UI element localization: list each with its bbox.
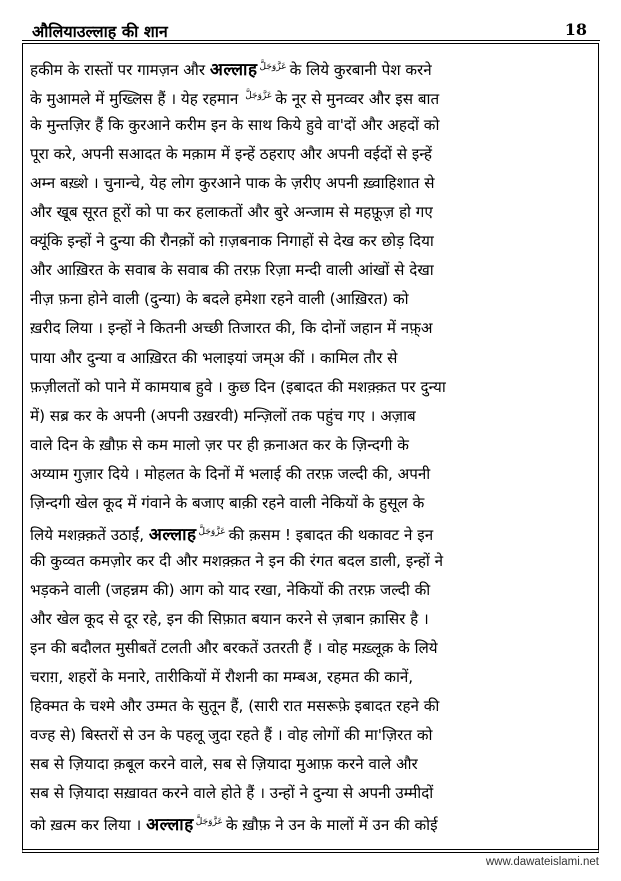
text-line: [30, 53, 593, 82]
line-text: को ख़त्म कर लिया ।: [30, 816, 142, 835]
text-frame: [22, 43, 599, 853]
allah-word: अल्लाह: [148, 524, 197, 545]
text-line: [30, 140, 593, 169]
line-text: और खूब सूरत हूरों को पा कर हलाकतों और बुरे अन्जाम से महफ़ूज़ हो गए: [30, 203, 433, 222]
line-text: और खेल कूद से दूर रहे, इन की सिफ़ात बयान करने से ज़बान क़ासिर है ।: [30, 609, 429, 628]
line-text: हिक्मत के चश्मे और उम्मत के सुतून हैं, (सारी रात मसरूफ़े इबादत रहने की: [30, 697, 440, 716]
line-text: के नूर से मुनव्वर और इस बात: [275, 90, 440, 109]
line-text: और आख़िरत के सवाब के सवाब की तरफ़ रिज़ा मन्दी वाली आंखों से देखा: [30, 261, 434, 280]
text-line: [30, 344, 593, 373]
line-text: के मुन्तज़िर हैं कि कुरआने करीम इन के साथ किये हुवे वा'दों और अहदों को: [30, 116, 440, 135]
line-text: की कुव्वत कमज़ोर कर दी और मशक़्क़त ने इन की रंगत बदल डाली, इन्हों ने: [30, 551, 444, 570]
line-text: सब से ज़ियादा सख़ावत करने वाले होते हैं । उन्हों ने दुन्या से अपनी उम्मीदों: [30, 784, 434, 803]
text-line: [30, 750, 593, 779]
line-text: क्यूंकि इन्हों ने दुन्या की रौनक़ों को ग़ज़बनाक निगाहों से देख कर छोड़ दिया: [30, 232, 434, 251]
line-text: में) सब्र कर के अपनी (अपनी उख़रवी) मन्ज़िलों तक पहुंच गए । अज़ाब: [30, 406, 416, 425]
line-text: भड़कने वाली (जहन्नम की) आग को याद रखा, नेकियों की तरफ़ जल्दी की: [30, 580, 431, 599]
website-footer[interactable]: www.dawateislami.net: [485, 856, 599, 868]
text-line: [30, 489, 593, 518]
text-line: [30, 431, 593, 460]
text-line: [30, 634, 593, 663]
line-text: के मुआमले में मुख्लिस हैं । येह रहमान: [30, 90, 239, 109]
text-line: [30, 779, 593, 808]
text-line: [30, 547, 593, 576]
text-line: [30, 256, 593, 285]
text-line: [30, 692, 593, 721]
line-text: के ख़ौफ़ ने उन के मालों में उन की कोई: [225, 816, 438, 835]
line-text: अय्याम गुज़ार दिये । मोहलत के दिनों में भलाई की तरफ़ जल्दी की, अपनी: [30, 464, 431, 483]
text-line: [30, 373, 593, 402]
text-line: [30, 314, 593, 343]
line-text: वाले दिन के ख़ौफ़ से कम मालो ज़र पर ही क़नाअत कर के ज़िन्दगी के: [30, 435, 409, 454]
book-title: औलियाउल्लाह की शान: [32, 22, 168, 41]
honorific: عَزَّوَجَلَّ: [259, 62, 287, 72]
line-text: पूरा करे, अपनी सआदत के मक़ाम में इन्हें ठहराए और अपनी वईदों से इन्हें: [30, 145, 432, 164]
line-text: हकीम के रास्तों पर गामज़न और: [30, 61, 206, 79]
text-line: [30, 111, 593, 140]
line-text: नीज़ फ़ना होने वाली (दुन्या) के बदले हमेशा रहने वाली (आख़िरत) को: [30, 290, 409, 309]
page-number: 18: [564, 20, 587, 39]
text-line: [30, 402, 593, 431]
text-line: [30, 82, 593, 111]
line-text: वज्ह से) बिस्तरों से उन के पहलू जुदा रहते हैं । वोह लोगों की मा'ज़िरत को: [30, 726, 433, 745]
honorific: عَزَّوَجَلَّ: [245, 91, 273, 102]
line-text: फ़ज़ीलतों को पाने में कामयाब हुवे । कुछ दिन (इबादत की मशक़्क़त पर दुन्या: [30, 377, 446, 396]
line-text: के लिये कुरबानी पेश करने: [289, 61, 432, 79]
text-line: [30, 460, 593, 489]
text-line: [30, 285, 593, 314]
honorific: عَزَّوَجَلَّ: [198, 526, 226, 537]
text-line: [30, 518, 593, 547]
text-line: [30, 227, 593, 256]
text-line: [30, 808, 593, 837]
line-text: चराग़, शहरों के मनारे, तारीकियों में रौशनी का मम्बअ, रहमत की कानें,: [30, 668, 414, 687]
text-line: [30, 663, 593, 692]
text-line: [30, 605, 593, 634]
text-line: [30, 198, 593, 227]
line-text: की क़सम ! इबादत की थकावट ने इन: [228, 525, 434, 544]
text-line: [30, 169, 593, 198]
honorific: عَزَّوَجَلَّ: [195, 817, 223, 828]
line-text: अम्न बख़्शे । चुनान्चे, येह लोग कुरआने पाक के ज़रीए अपनी ख़्वाहिशात से: [30, 174, 435, 193]
line-text: सब से ज़ियादा क़बूल करने वाले, सब से ज़ियादा मुआफ़ करने वाले और: [30, 755, 418, 774]
text-line: [30, 721, 593, 750]
line-text: लिये मशक़्क़तें उठाईं,: [30, 525, 145, 544]
text-line: [30, 576, 593, 605]
line-text: ख़रीद लिया । इन्हों ने कितनी अच्छी तिजारत की, कि दोनों जहान में नफ़्अ: [30, 319, 433, 338]
line-text: पाया और दुन्या व आख़िरत की भलाइयां जम्अ कीं । कामिल तौर से: [30, 348, 398, 367]
line-text: इन की बदौलत मुसीबतें टलती और बरकतें उतरती हैं । वोह मख़्लूक़ के लिये: [30, 639, 438, 657]
allah-word: अल्लाह: [209, 60, 258, 80]
allah-word: अल्लाह: [146, 815, 194, 836]
line-text: ज़िन्दगी खेल कूद में गंवाने के बजाए बाक़ी रहने वाली नेकियों के हुसूल के: [30, 493, 425, 512]
